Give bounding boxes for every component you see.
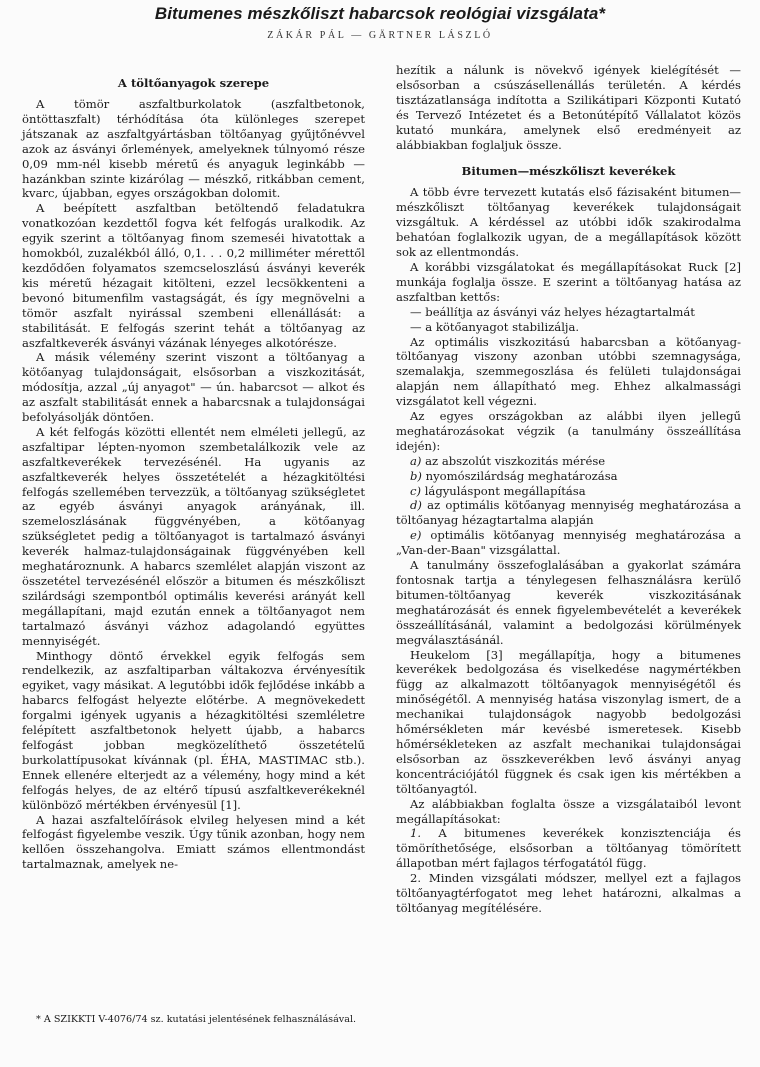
paragraph: A beépített aszfaltban betöltendő feladatukra vonatkozóan kezdettől fogva két felfogás uralkodik. Az egyik szerint a töltőanyag finom szemeséi hivatottak a homokból, zuzalékból álló, 0,1. . . 0,2 milliméter mérettől kezdődően folyamatos szemcseloszlású ásványi keverék kis méretű hézagait kitölteni, ezzel lecsökkenteni a bevonó bitumenfilm vastagságát, és így megnövelni a tömör aszfalt nyirással szembeni ellenállását: a stabilitását. E felfogás szerint tehát a töltőanyag az aszfaltkeverék ásványi vázának lényeges alkotórésze.	[22, 201, 365, 350]
paragraph: Az alábbiakban foglalta össze a vizsgálataiból levont megállapításokat:	[396, 796, 741, 826]
list-item-text: az optimális kötőanyag mennyiség meghatározása a töltőanyag hézagtartalma alapján	[396, 498, 742, 528]
section-heading-fillers: A töltőanyagok szerepe	[117, 76, 270, 90]
list-item	[396, 484, 741, 499]
list-item-label: c)	[410, 483, 422, 498]
paragraph: A két felfogás közötti ellentét nem elméleti jellegű, az aszfaltipar lépten-nyomon szembetalálkozik vele az aszfaltkeverékek tervezésénél. Ha ugyanis az aszfaltkeverék helyes összetételét a hézagkitöltési felfogás szellemében tervezzük, a töltőanyag szükségletet az egyéb ásványi anyagok arányának, ill. szemeloszlásának függvényében, a kötőanyag szükségletet pedig a töltőanyagot is tartalmazó ásványi keverék halmaz-tulajdonságainak függvényében kell meghatároznunk. A habarcs szemlélet alapján viszont az összetétel tervezésénél először a bitumen és mészkőliszt szilárdsági szempontból optimális keverési arányát kell megállapítani, majd ezután ennek a töltőanyagot nem tartalmazó ásványi vázhoz adagolandó együttes mennyiségét.	[22, 424, 365, 648]
article-authors: ZÁKÁR PÁL — GÄRTNER LÁSZLÓ	[267, 30, 493, 41]
section-heading-mixtures: Bitumen—mészkőliszt keverékek	[461, 164, 676, 179]
list-item-text: nyomószilárdság meghatározása	[425, 468, 618, 483]
list-item-label: b)	[410, 468, 422, 483]
paragraph: Az egyes országokban az alábbi ilyen jellegű meghatározásokat végzik (a tanulmány összeállítása idején):	[396, 409, 741, 453]
dash-item: — beállítja az ásványi váz helyes hézagtartalmát	[410, 304, 695, 319]
footnote	[22, 1014, 365, 1027]
list-item-text: optimális kötőanyag mennyiség meghatározása a „Van-der-Baan" vizsgálattal.	[396, 528, 741, 558]
numbered-item-label: 2.	[410, 871, 422, 886]
numbered-item-text: Minden vizsgálati módszer, mellyel ezt a fajlagos töltőanyagtérfogatot meg lehet határozni, alkalmas a töltőanyag megítélésére.	[396, 871, 741, 915]
numbered-item-label: 1.	[410, 826, 422, 841]
numbered-item	[396, 826, 741, 871]
footnote-text: * A SZIKKTI V-4076/74 sz. kutatási jelentésének felhasználásával.	[36, 1014, 357, 1025]
paragraph: Heukelom [3] megállapítja, hogy a bitumenes keverékek bedolgozása és viselkedése nagymértékben függ az alkalmazott töltőanyagok mennyiségétől és minőségétől. A mennyiség hatása viszonylag ismert, de a mechanikai tulajdonságok nagyobb bedolgozási hőmérsékleten már kevésbé ismeretesek. Kisebb hőmérsékleteken az aszfalt mechanikai tulajdonságai elsősorban az összkeverékben levő ásványi anyag koncentrációjától függnek és csak igen kis mértékben a töltőanyagtól.	[396, 647, 741, 796]
paragraph: A tömör aszfaltburkolatok (aszfaltbetonok, öntöttaszfalt) térhódítása óta különleges szerepet játszanak az aszfaltgyártásban töltőanyag gyűjtőnévvel azok az ásványi őrlemények, amelyeknek túlnyomó része 0,09 mm-nél kisebb méretű és anyaguk leginkább — hazánkban szinte kizárólag — mészkő, ritkábban cement, kvarc, újabban, egyes országokban dolomit.	[22, 97, 365, 201]
paragraph: A hazai aszfaltelőírások elvileg helyesen mind a két felfogást figyelembe veszik. Úgy tűnik azonban, hogy nem kellően összehangolva. Emiatt számos ellentmondást tartalmaznak, amelyek ne-	[22, 812, 365, 872]
dash-item: — a kötőanyagot stabilizálja.	[410, 319, 580, 334]
paragraph-continued: hezítik a nálunk is növekvő igények kielégítését — elsősorban a csúszásellenállás területén. A kérdés tisztázatlansága indította a Szilikátipari Központi Kutató és Tervező Intézetet és a Betonútépítő Vállalatot közös kutató munkára, amelynek első eredményeit az alábbiakban foglaljuk össze.	[396, 63, 741, 152]
list-item	[396, 454, 741, 469]
paragraph: A korábbi vizsgálatokat és megállapításokat Ruck [2] munkája foglalja össze. E szerint a töltőanyag hatása az aszfaltban kettős:	[396, 259, 741, 304]
left-column	[22, 60, 365, 872]
paragraph: A másik vélemény szerint viszont a töltőanyag a kötőanyag tulajdonságait, elsősorban a viszkozitását, módosítja, azzal „új anyagot" — ún. habarcsot — alkot és az aszfalt stabilitását ennek a habarcsnak a tulajdonságai befolyásolják döntően.	[22, 350, 365, 425]
paragraph: A több évre tervezett kutatás első fázisaként bitumen—mészkőliszt töltőanyag keverékek tulajdonságait vizsgáltuk. A kérdéssel az utóbbi idők szakirodalma behatóan foglalkozik ugyan, de a megállapítások között sok az ellentmondás.	[396, 185, 741, 260]
list-item-label: a)	[410, 453, 422, 468]
list-item-label: e)	[410, 528, 422, 543]
list-item-text: lágyuláspont megállapítása	[424, 483, 586, 498]
list-item	[396, 528, 741, 558]
list-item-text: az abszolút viszkozitás mérése	[425, 453, 606, 468]
paragraph: A tanulmány összefoglalásában a gyakorlat számára fontosnak tartja a ténylegesen felhasználásra kerülő bitumen-töltőanyag keverék viszkozitásának meghatározását és ennek figyelembevételét a keverékek összeállításánál, valamint a bedolgozási körülmények megválasztásánál.	[396, 558, 741, 647]
numbered-item-text: A bitumenes keverékek konzisztenciája és tömöríthetősége, elsősorban a töltőanyag tömörített állapotban mért fajlagos térfogatától függ.	[396, 826, 741, 871]
paragraph: Az optimális viszkozitású habarcsban a kötőanyag-töltőanyag viszony azonban utóbbi szemnagysága, szemalakja, szemmegoszlása és felületi tulajdonságai alapján nem állapítható meg. Ehhez alkalmassági vizsgálatot kell végezni.	[396, 334, 741, 409]
numbered-item	[396, 871, 741, 916]
article-title: Bitumenes mészkőliszt habarcsok reológiai vizsgálata*	[154, 4, 606, 23]
list-item	[396, 469, 741, 484]
paragraph: Minthogy döntő érvekkel egyik felfogás sem rendelkezik, az aszfaltiparban váltakozva érvényesítik egyiket, vagy másikat. A legutóbbi idők fejlődése inkább a habarcs felfogást helyezte előtérbe. A megnövekedett forgalmi igények ugyanis a hézagkitöltési szemléletre felépített aszfaltbetonok helyett újabb, a habarcs felfogást jobban megközelíthető összetételű burkolattípusokat kívánnak (pl. ÉHA, MASTIMAC stb.). Ennek ellenére elterjedt az a vélemény, hogy mind a két felfogás helyes, de az eltérő típusú aszfaltkeverékeknél különböző mértékben érvényesül [1].	[22, 648, 365, 812]
right-column	[396, 63, 741, 916]
list-item-label: d)	[410, 498, 422, 513]
list-item	[396, 498, 741, 528]
